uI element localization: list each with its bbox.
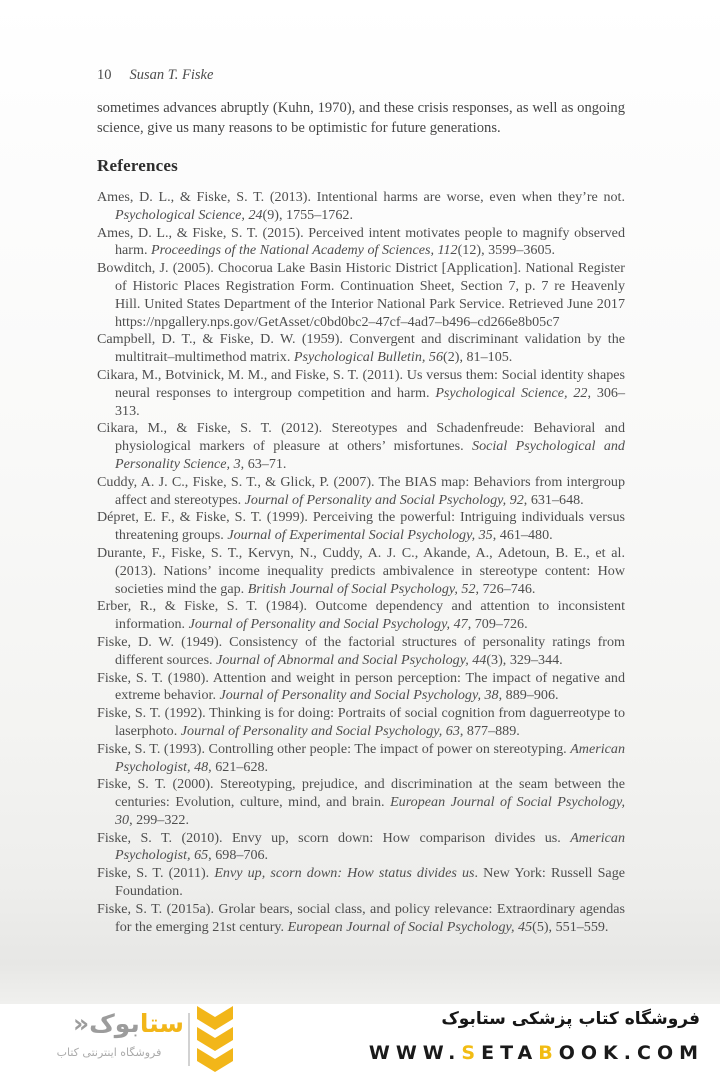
logo-divider bbox=[188, 1013, 190, 1066]
wordmark-gray-part: بوک bbox=[89, 1009, 140, 1038]
reference-entry: Durante, F., Fiske, S. T., Kervyn, N., Cuddy, A. J. C., Akande, A., Adetoun, B. E., et al. (2013). Nations’ income inequality predicts ambivalence in stereotype content: How societies mind the gap. British Journal of Social Psychology, 52, 726–746. bbox=[97, 544, 625, 597]
store-title-fa: فروشگاه کتاب پزشکی ستابوک bbox=[441, 1009, 700, 1029]
website-url-segment: S bbox=[461, 1042, 482, 1064]
reference-entry: Cuddy, A. J. C., Fiske, S. T., & Glick, P. (2007). The BIAS map: Behaviors from intergroup affect and stereotypes. Journal of Personality and Social Psychology, 92, 631–648. bbox=[97, 473, 625, 508]
website-url bbox=[369, 1042, 704, 1064]
intro-paragraph: sometimes advances abruptly (Kuhn, 1970), and these crisis responses, as well as ongoing science, give us many reasons to be optimistic for future generations. bbox=[97, 100, 625, 136]
reference-entry: Fiske, S. T. (1993). Controlling other people: The impact of power on stereotyping. American Psychologist, 48, 621–628. bbox=[97, 740, 625, 775]
reference-entry: Campbell, D. T., & Fiske, D. W. (1959). Convergent and discriminant validation by the multitrait–multimethod matrix. Psychological Bulletin, 56(2), 81–105. bbox=[97, 331, 625, 366]
reference-entry: Fiske, S. T. (2015a). Grolar bears, social class, and policy relevance: Extraordinary agendas for the emerging 21st century. European Journal of Social Psychology, 45(5), 551–559. bbox=[97, 900, 625, 935]
wordmark-accent-part: ستا bbox=[139, 1009, 184, 1038]
reference-entry: Dépret, E. F., & Fiske, S. T. (1999). Perceiving the powerful: Intriguing individuals versus threatening groups. Journal of Experimental Social Psychology, 35, 461–480. bbox=[97, 509, 625, 544]
website-url-segment: ETA bbox=[481, 1042, 539, 1064]
reference-entry: Fiske, S. T. (2000). Stereotyping, prejudice, and discrimination at the seam between the centuries: Evolution, culture, mind, and brain. European Journal of Social Psychology, 30, 299–322. bbox=[97, 776, 625, 828]
page-number: 10 bbox=[97, 67, 112, 83]
reference-entry: Bowditch, J. (2005). Chocorua Lake Basin Historic District [Application]. National Register of Historic Places Registration Form. Continuation Sheet, Section 7, p. 7 re Heavenly Hill. United States Department of the Interior National Park Service. Retrieved June 2017 https://npgallery.nps.gov/GetAsset/c0bd0bc2–47cf–4ad7–b496–cd266e8b05c7 bbox=[97, 260, 625, 330]
running-title: Susan T. Fiske bbox=[129, 67, 214, 83]
setabook-triple-chevron-logo-icon bbox=[196, 1006, 234, 1072]
reference-entry: Cikara, M., & Fiske, S. T. (2012). Stereotypes and Schadenfreude: Behavioral and physiological markers of pleasure at others’ misfortunes. Social Psychological and Personality Science, 3, 63–71. bbox=[97, 420, 625, 472]
reference-entry: Cikara, M., Botvinick, M. M., and Fiske, S. T. (2011). Us versus them: Social identity shapes neural responses to intergroup competition and harm. Psychological Science, 22, 306–313. bbox=[97, 366, 625, 419]
wordmark-guillemet: « bbox=[72, 1009, 90, 1038]
watermark-footer bbox=[0, 1004, 720, 1080]
page-header bbox=[97, 67, 213, 84]
reference-entry: Fiske, S. T. (2011). Envy up, scorn down: How status divides us. New York: Russell Sage Foundation. bbox=[97, 865, 625, 900]
reference-entry: Fiske, S. T. (2010). Envy up, scorn down: How comparison divides us. American Psychologist, 65, 698–706. bbox=[97, 829, 625, 864]
website-url-segment: WWW. bbox=[368, 1042, 462, 1064]
reference-entry: Fiske, D. W. (1949). Consistency of the factorial structures of personality ratings from different sources. Journal of Abnormal and Social Psychology, 44(3), 329–344. bbox=[97, 633, 625, 668]
reference-entry: Erber, R., & Fiske, S. T. (1984). Outcome dependency and attention to inconsistent information. Journal of Personality and Social Psychology, 47, 709–726. bbox=[97, 598, 625, 633]
website-url-segment: B bbox=[538, 1042, 559, 1064]
reference-entry: Fiske, S. T. (1992). Thinking is for doing: Portraits of social cognition from daguerreotype to laserphoto. Journal of Personality and Social Psychology, 63, 877–889. bbox=[97, 705, 625, 739]
references-list bbox=[97, 189, 625, 936]
reference-entry: Ames, D. L., & Fiske, S. T. (2015). Perceived intent motivates people to magnify observed harm. Proceedings of the National Academy of Sciences, 112(12), 3599–3605. bbox=[97, 224, 625, 259]
website-url-segment: OOK.COM bbox=[558, 1042, 704, 1064]
setabook-wordmark bbox=[34, 1008, 184, 1040]
references-heading: References bbox=[97, 156, 178, 175]
reference-entry: Ames, D. L., & Fiske, S. T. (2013). Intentional harms are worse, even when they’re not. Psychological Science, 24(9), 1755–1762. bbox=[97, 189, 625, 223]
logo-tagline-fa: فروشگاه اینترنتی کتاب bbox=[56, 1046, 162, 1059]
reference-entry: Fiske, S. T. (1980). Attention and weight in person perception: The impact of negative and extreme behavior. Journal of Personality and Social Psychology, 38, 889–906. bbox=[97, 669, 625, 704]
